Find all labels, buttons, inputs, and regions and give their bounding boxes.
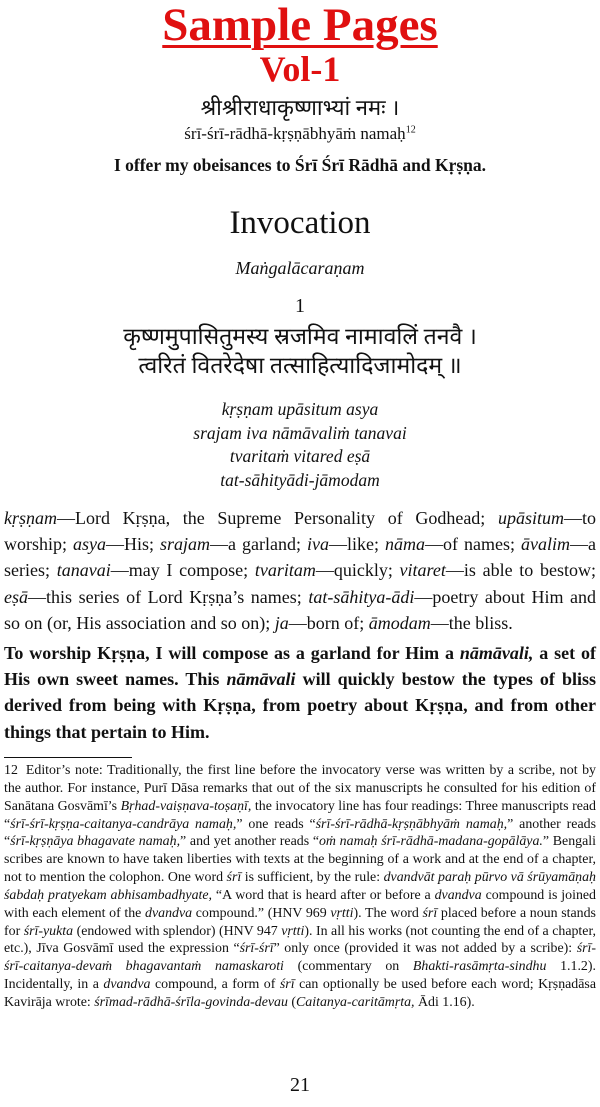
translit-line: srajam iva nāmāvaliṁ tanavai <box>193 422 407 443</box>
text-run: ” Bengali scribes are known to have taken liberties with texts at the beginning of a work and at the end of a chapter, not to mention the colophon. One word <box>4 834 596 886</box>
text-run: —to worship; <box>4 508 596 555</box>
text-run: compound.” (HNV 969 <box>192 905 331 921</box>
italic-term: śrī <box>279 977 295 993</box>
italic-term: dvandvāt paraḥ pūrvo vā śrūyamāṇaḥ śabdaḥ pratyekam abhisambadhyate, <box>4 870 596 903</box>
text-run: ” only once (provided it was not added by a scribe): <box>273 941 577 957</box>
italic-term: iva <box>307 534 330 555</box>
text-run: ). The word <box>353 905 423 921</box>
text-run: can optionally be used before each word; Kṛṣṇadāsa Kavirāja wrote: <box>4 977 596 1010</box>
text-run: “A word that is heard after or before a <box>212 887 435 903</box>
text-run: —His; <box>106 534 161 555</box>
footnote-reference: 12 <box>405 124 416 136</box>
text-run: (endowed with splendor) (HNV 947 <box>73 923 282 939</box>
text-run: —a garland; <box>210 534 308 555</box>
italic-term: dvandva <box>103 977 151 993</box>
italic-term: srajam <box>160 534 211 555</box>
page-number: 21 <box>290 1074 310 1096</box>
italic-term: asya <box>73 534 107 555</box>
banner-title <box>0 0 600 52</box>
footnote-number: 12 <box>4 763 18 778</box>
sample-pages-heading: Sample Pages <box>162 0 438 51</box>
salutation-transliteration <box>0 124 600 144</box>
italic-term: kṛṣṇam <box>4 508 57 528</box>
italic-term: ja <box>274 612 289 633</box>
italic-term: nāmāvali, <box>459 643 534 663</box>
text-run: —may I compose; <box>110 560 255 581</box>
text-run: —poetry about Him and so on (or, His association and so on); <box>4 586 597 633</box>
salutation-translation: I offer my obeisances to Śrī Śrī Rādhā and Kṛṣṇa. <box>113 155 487 175</box>
text-run: (commentary on <box>283 959 413 975</box>
italic-term: tanavai <box>56 560 111 581</box>
italic-term: Caitanya-caritāmṛta, <box>296 994 415 1010</box>
text-run: the invocatory line has four readings: Three manuscripts read “ <box>4 798 596 832</box>
text-run: a set of His own sweet names. This <box>4 643 596 690</box>
translit-line: tat-sāhityādi-jāmodam <box>220 469 380 490</box>
text-run: —Lord Kṛṣṇa, the Supreme Personality of Godhead; <box>57 508 498 528</box>
verse-number: 1 <box>295 295 305 317</box>
italic-term: dvandva <box>145 905 193 921</box>
text-run: —is able to bestow; <box>445 560 597 581</box>
verse-translation <box>4 640 596 745</box>
italic-term: śrī-śrī-kṛṣṇa-caitanya-candrāya namaḥ, <box>10 816 237 832</box>
salutation-translit-text: śrī-śrī-rādhā-kṛṣṇābhyāṁ namaḥ <box>184 124 406 143</box>
italic-term: śrī <box>422 905 438 921</box>
italic-term: vṛtti <box>281 923 305 939</box>
italic-term: vṛtti <box>330 905 354 921</box>
devanagari-verse <box>0 322 600 380</box>
italic-term: dvandva <box>434 887 482 903</box>
italic-term: upāsitum <box>497 508 564 528</box>
text-run: is sufficient, by the rule: <box>241 870 384 886</box>
text-run: —this series of Lord Kṛṣṇa’s names; <box>28 586 309 607</box>
text-run: ” another reads “ <box>4 816 596 850</box>
text-run: —born of; <box>288 612 369 633</box>
text-run: Ādi 1.16). <box>414 994 475 1010</box>
italic-term: śrī <box>226 870 242 886</box>
translit-line: kṛṣṇam upāsitum asya <box>221 399 379 419</box>
italic-term: eṣā <box>4 586 28 607</box>
text-run: Editor’s note: Traditionally, the first line before the invocatory verse was written by a scribe, not by the author. For instance, Purī Dāsa remarks that out of the six manuscripts he consulted for his edition of Sanātana Gosvāmī’s <box>4 763 596 814</box>
footnote-divider <box>4 757 132 758</box>
text-run: To worship Kṛṣṇa, I will compose as a garland for Him a <box>4 643 460 663</box>
section-subtitle: Maṅgalācaraṇam <box>235 258 365 278</box>
text-run: —of names; <box>425 534 521 555</box>
italic-term: tvaritam <box>254 560 316 581</box>
footnote <box>4 762 596 1012</box>
section-title: Invocation <box>229 205 371 241</box>
italic-term: Bṛhad-vaiṣṇava-toṣaṇī, <box>120 798 252 814</box>
text-run: —like; <box>329 534 386 555</box>
text-run: ( <box>287 994 297 1010</box>
italic-term: śrī-śrī-caitanya-devaṁ bhagavantaṁ namaskaroti <box>4 941 596 975</box>
italic-term: āvalim <box>521 534 570 555</box>
italic-term: tat-sāhitya-ādi <box>308 586 415 607</box>
devanagari-salutation: श्रीश्रीराधाकृष्णाभ्यां नमः । <box>200 95 400 120</box>
footnote-body <box>4 763 596 1010</box>
text-run: ” one reads “ <box>236 816 316 832</box>
text-run: compound is joined with each element of the <box>4 887 596 921</box>
italic-term: śrī-yukta <box>23 923 74 939</box>
volume-label: Vol-1 <box>259 49 341 89</box>
italic-term: āmodam <box>368 612 431 633</box>
italic-term: vitaret <box>399 560 446 581</box>
italic-term: oṁ namaḥ śrī-rādhā-madana-gopālāya. <box>318 834 543 850</box>
translit-line: tvaritaṁ vitared eṣā <box>229 446 371 466</box>
italic-term: nāma <box>385 534 426 555</box>
text-run: compound, a form of <box>150 977 280 993</box>
text-run: 1.1.2). Incidentally, in a <box>4 959 596 993</box>
verse-line: कृष्णमुपासितुमस्य स्रजमिव नामावलिं तनवै । <box>123 324 477 349</box>
word-meanings <box>4 505 596 636</box>
text-run: ). In all his works (not counting the end of a chapter, etc.), Jīva Gosvāmī used the expression “ <box>4 923 596 957</box>
italic-term: śrī-śrī <box>239 941 274 957</box>
verse-transliteration <box>0 398 600 492</box>
italic-term: śrī-śrī-rādhā-kṛṣṇābhyāṁ namaḥ, <box>315 816 508 832</box>
text-run: —quickly; <box>315 560 400 581</box>
text-run: —a series; <box>4 534 596 581</box>
italic-term: śrīmad-rādhā-śrīla-govinda-devau <box>94 994 288 1010</box>
text-run: placed before a noun stands for <box>4 905 596 939</box>
text-run: will quickly bestow the types of bliss derived from being with Kṛṣṇa, from poetry about Kṛṣṇa, and from other things that pertain to Him. <box>4 669 596 742</box>
italic-term: śrī-kṛṣṇāya bhagavate namaḥ, <box>10 834 181 850</box>
text-run: ” and yet another reads “ <box>180 834 319 850</box>
verse-line: त्वरितं वितरेदेषा तत्साहित्यादिजामोदम् ॥ <box>138 353 462 378</box>
italic-term: Bhakti-rasāmṛta-sindhu <box>412 959 547 975</box>
italic-term: nāmāvali <box>226 669 296 690</box>
text-run: —the bliss. <box>430 612 513 633</box>
